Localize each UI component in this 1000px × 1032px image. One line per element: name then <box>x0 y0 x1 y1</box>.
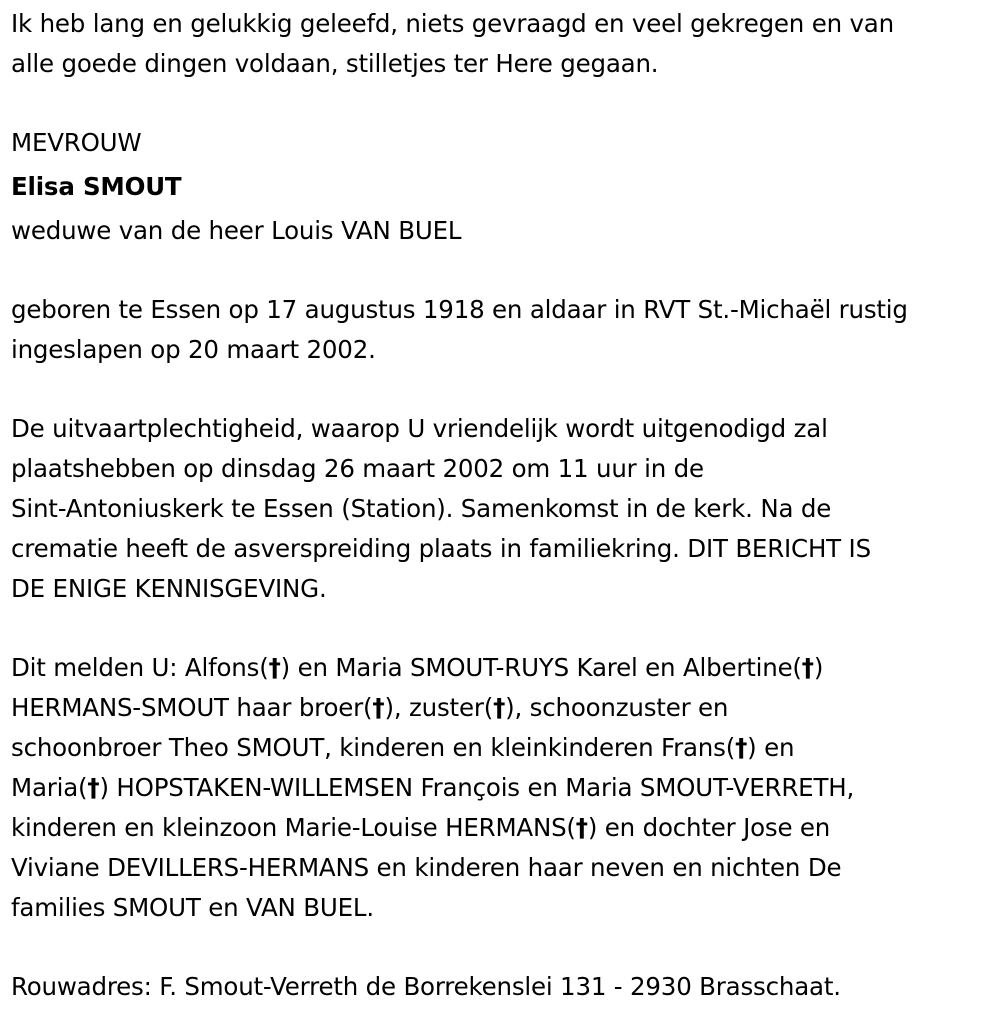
quote-line: alle goede dingen voldaan, stilletjes ter Here gegaan. <box>11 49 659 78</box>
family-text: ) en Maria SMOUT-RUYS Karel en Albertine( <box>280 653 802 682</box>
cross-icon: † <box>735 733 748 762</box>
widow-relation: weduwe van de heer Louis VAN BUEL <box>11 216 462 245</box>
family-text: schoonbroer Theo SMOUT, kinderen en kleinkinderen Frans( <box>11 733 736 762</box>
family-text: HERMANS-SMOUT haar broer( <box>11 693 373 722</box>
family-line: families SMOUT en VAN BUEL. <box>11 893 374 922</box>
family-text: ) en <box>747 733 795 762</box>
family-text: ), schoonzuster en <box>505 693 729 722</box>
cross-icon: † <box>493 693 506 722</box>
family-line <box>11 648 990 688</box>
deceased-block <box>11 123 990 251</box>
birth-death-paragraph <box>11 290 990 370</box>
family-text: ) en dochter Jose en <box>587 813 831 842</box>
ceremony-line: DE ENIGE KENNISGEVING. <box>11 574 327 603</box>
ceremony-line: crematie heeft de asverspreiding plaats in familiekring. DIT BERICHT IS <box>11 534 871 563</box>
ceremony-line: De uitvaartplechtigheid, waarop U vriendelijk wordt uitgenodigd zal <box>11 414 828 443</box>
address-paragraph <box>11 967 990 1007</box>
birth-death-line: ingeslapen op 20 maart 2002. <box>11 335 376 364</box>
family-line <box>11 768 990 808</box>
quote-paragraph <box>11 4 990 84</box>
cross-icon: † <box>268 653 281 682</box>
honorific: MEVROUW <box>11 128 142 157</box>
family-text: ) <box>813 653 824 682</box>
family-line <box>11 728 990 768</box>
family-line <box>11 688 990 728</box>
cross-icon: † <box>372 693 385 722</box>
deceased-name: Elisa SMOUT <box>11 172 182 201</box>
family-text: kinderen en kleinzoon Marie-Louise HERMANS( <box>11 813 576 842</box>
mourning-address: Rouwadres: F. Smout-Verreth de Borrekenslei 131 - 2930 Brasschaat. <box>11 972 841 1001</box>
cross-icon: † <box>801 653 814 682</box>
quote-line: Ik heb lang en gelukkig geleefd, niets gevraagd en veel gekregen en van <box>11 9 894 38</box>
family-text: Dit melden U: Alfons( <box>11 653 269 682</box>
family-text: ), zuster( <box>384 693 494 722</box>
ceremony-line: Sint-Antoniuskerk te Essen (Station). Samenkomst in de kerk. Na de <box>11 494 832 523</box>
cross-icon: † <box>575 813 588 842</box>
cross-icon: † <box>87 773 100 802</box>
birth-death-line: geboren te Essen op 17 augustus 1918 en aldaar in RVT St.-Michaël rustig <box>11 295 908 324</box>
ceremony-line: plaatshebben op dinsdag 26 maart 2002 om 11 uur in de <box>11 454 704 483</box>
family-line <box>11 808 990 848</box>
family-text: ) HOPSTAKEN-WILLEMSEN François en Maria SMOUT-VERRETH, <box>99 773 855 802</box>
ceremony-paragraph <box>11 409 990 609</box>
family-paragraph <box>11 648 990 928</box>
family-text: Maria( <box>11 773 88 802</box>
family-line: Viviane DEVILLERS-HERMANS en kinderen haar neven en nichten De <box>11 853 842 882</box>
